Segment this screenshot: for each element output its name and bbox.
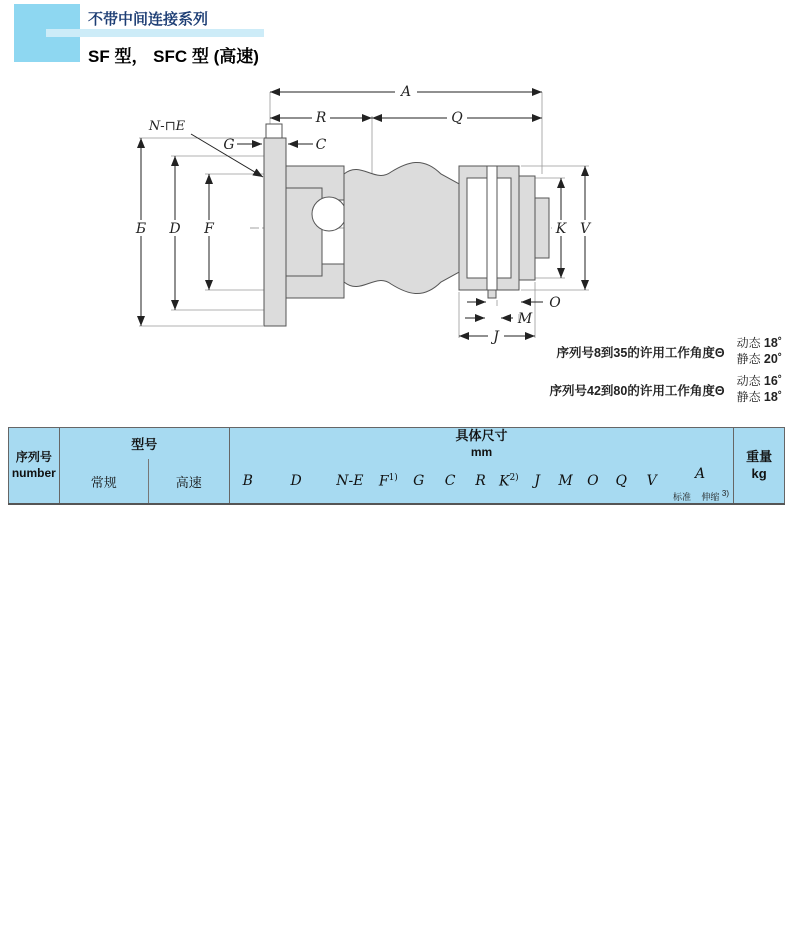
dim-label-b: Б bbox=[135, 221, 147, 237]
col-R: R bbox=[466, 459, 494, 504]
col-Q: Q bbox=[606, 459, 636, 504]
header-serial: 序列号 number bbox=[9, 428, 60, 505]
col-F: $F^{1)}$ bbox=[373, 459, 403, 504]
dim-label-r: R bbox=[315, 110, 327, 126]
col-M: M bbox=[551, 459, 579, 504]
header-model-high-speed: 高速 bbox=[148, 459, 229, 504]
note-series-42-80 bbox=[400, 374, 782, 405]
col-V: V bbox=[636, 459, 666, 504]
col-O: O bbox=[580, 459, 606, 504]
dim-label-f: F bbox=[204, 221, 214, 237]
dim-label-a: A bbox=[400, 84, 412, 100]
col-J: J bbox=[523, 459, 551, 504]
col-A-standard: 标准 bbox=[667, 489, 697, 504]
spec-table bbox=[8, 427, 785, 505]
col-A-telescopic: 伸缩 $^{3)}$ bbox=[697, 489, 734, 504]
col-D: D bbox=[266, 459, 327, 504]
col-C: C bbox=[434, 459, 466, 504]
header-model-regular: 常规 bbox=[59, 459, 148, 504]
header-dimensions: 具体尺寸 mm bbox=[229, 428, 733, 460]
dim-label-g: G bbox=[223, 137, 235, 153]
dim-label-v: V bbox=[579, 221, 591, 237]
page-title: SF 型， SFC 型 (高速) bbox=[88, 47, 259, 66]
dim-label-k: K bbox=[555, 221, 567, 237]
working-angle-notes bbox=[400, 336, 782, 413]
dim-label-ne: N-⊓E bbox=[148, 119, 186, 134]
brand-band bbox=[46, 29, 264, 37]
note-text: 序列号42到80的许用工作角度Θ bbox=[549, 383, 725, 398]
col-NE: N-E bbox=[327, 459, 374, 504]
universal-joint-drawing bbox=[115, 78, 675, 348]
col-A: A bbox=[667, 459, 734, 489]
header-model: 型号 bbox=[59, 428, 229, 460]
col-G: G bbox=[404, 459, 434, 504]
col-B: B bbox=[229, 459, 265, 504]
series-title: 不带中间连接系列 bbox=[88, 11, 209, 28]
note-text: 序列号8到35的许用工作角度Θ bbox=[556, 345, 725, 360]
dim-label-q: Q bbox=[451, 110, 463, 126]
note-values: 动态 18˚ 静态 20˚ bbox=[736, 336, 782, 366]
note-series-8-35 bbox=[400, 336, 782, 367]
dim-label-d: D bbox=[169, 221, 181, 237]
header-weight: 重量 kg bbox=[734, 428, 785, 505]
col-K: $K^{2)}$ bbox=[495, 459, 523, 504]
dim-label-m: M bbox=[517, 311, 533, 327]
dim-label-o: O bbox=[549, 295, 561, 311]
dim-label-c: C bbox=[315, 137, 327, 153]
dim-label-j: J bbox=[493, 329, 499, 345]
note-values: 动态 16˚ 静态 18˚ bbox=[736, 374, 782, 404]
